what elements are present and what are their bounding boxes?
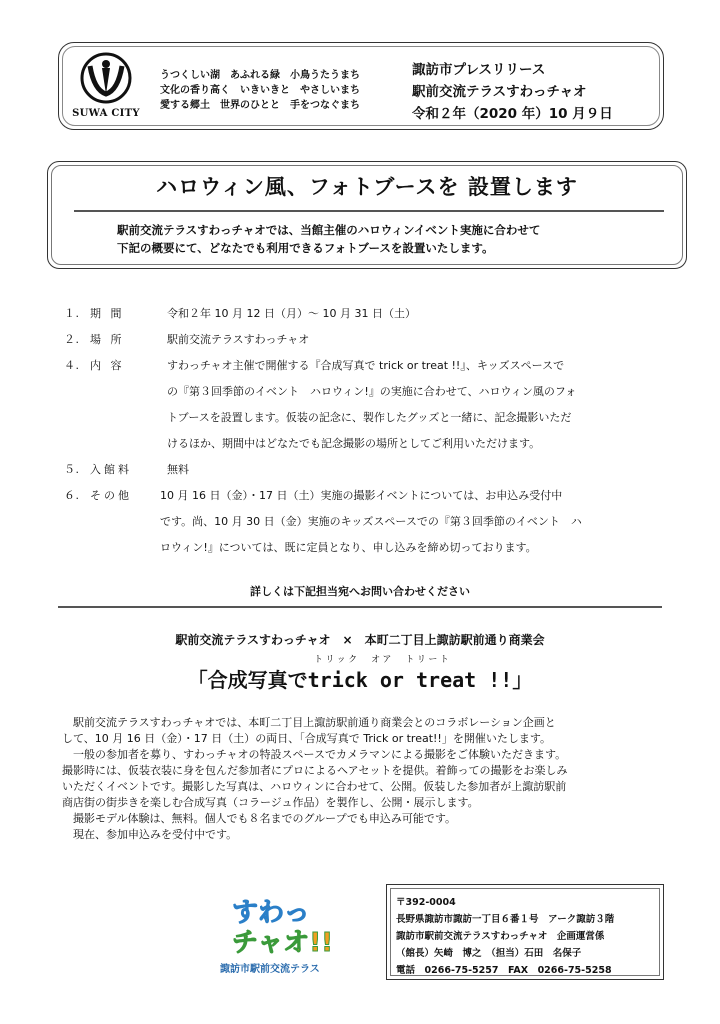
item-value: 令和２年 10 月 12 日（月）～ 10 月 31 日（土） bbox=[167, 307, 416, 320]
event-body-line: 一般の参加者を募り、すわっチャオの特設スペースでカメラマンによる撮影をご体験いただきます。 bbox=[62, 748, 567, 761]
item-number: ５. bbox=[64, 463, 80, 476]
event-body-line: 商店街の街歩きを楽しむ合成写真（コラージュ作品）を製作し、公開・展示します。 bbox=[62, 796, 479, 809]
item-value-line: トブースを設置します。仮装の記念に、製作したグッズと一緒に、記念撮影いただ bbox=[167, 411, 572, 424]
item-value-line: の『第３回季節のイベント ハロウィン!』の実施に合わせて、ハロウィン風のフォ bbox=[167, 385, 577, 398]
address-phone: 電話 0266-75-5257 FAX 0266-75-5258 bbox=[396, 965, 612, 976]
event-title-english: trick or treat !! bbox=[307, 668, 513, 692]
event-body-line: 駅前交流テラスすわっチャオでは、本町二丁目上諏訪駅前通り商業会とのコラボレーション企画と bbox=[62, 716, 556, 729]
logo-subtitle: 諏訪市駅前交流テラス bbox=[220, 964, 320, 975]
item-value: 駅前交流テラスすわっチャオ bbox=[167, 333, 310, 346]
address-postal: 〒392-0004 bbox=[396, 897, 456, 908]
title-rule bbox=[74, 210, 664, 212]
section-divider bbox=[58, 606, 662, 608]
item-label: 内 容 bbox=[90, 359, 125, 372]
item-value-line: です。尚、10 月 30 日（金）実施のキッズスペースでの『第３回季節のイベント ハ bbox=[160, 515, 582, 528]
address-department: 諏訪市駅前交流テラスすわっチャオ 企画運営係 bbox=[396, 931, 605, 942]
address-contacts: （館長）矢崎 博之 （担当）石田 名保子 bbox=[396, 948, 582, 959]
event-body-line: 撮影モデル体験は、無料。個人でも８名までのグループでも申込み可能です。 bbox=[62, 812, 457, 825]
press-release-label: 諏訪市プレスリリース bbox=[412, 62, 546, 78]
item-label: 入館料 bbox=[90, 463, 132, 476]
item-label: 場 所 bbox=[90, 333, 125, 346]
lead-line-1: 駅前交流テラスすわっチャオでは、当館主催のハロウィンイベント実施に合わせて bbox=[117, 223, 541, 237]
event-body-line: 現在、参加申込みを受付中です。 bbox=[62, 828, 238, 841]
contact-heading: 詳しくは下記担当宛へお問い合わせください bbox=[250, 585, 470, 598]
event-title-close: 」 bbox=[512, 668, 533, 692]
event-body-line: 撮影時には、仮装衣装に身を包んだ参加者にプロによるヘアセットを提供。着飾っての撮影をお楽しみ bbox=[62, 764, 568, 777]
title-ruby: トリック オア トリート bbox=[314, 655, 452, 665]
item-label: 期 間 bbox=[90, 307, 125, 320]
item-value-line: けるほか、期間中はどなたでも記念撮影の場所としてご利用いただけます。 bbox=[167, 437, 541, 450]
item-number: １. bbox=[64, 307, 80, 320]
suwa-city-logo bbox=[72, 50, 140, 122]
slogan-line-2: 文化の香り高く いきいきと やさしいまち bbox=[160, 85, 360, 96]
item-value-line: 10 月 16 日（金）・17 日（土）実施の撮影イベントについては、お申込み受付中 bbox=[160, 489, 563, 502]
collab-heading: 駅前交流テラスすわっチャオ × 本町二丁目上諏訪駅前通り商業会 bbox=[175, 633, 545, 647]
logo-text: SUWA CITY bbox=[72, 108, 140, 119]
event-body-line: いただくイベントです。撮影した写真は、ハロウィンに合わせて、公開。仮装した参加者が上諏訪駅前 bbox=[62, 780, 567, 793]
item-label: その他 bbox=[90, 489, 132, 502]
address-street: 長野県諏訪市諏訪一丁目６番１号 アーク諏訪３階 bbox=[396, 914, 615, 925]
suwacchao-logo bbox=[212, 890, 360, 980]
item-number: ２. bbox=[64, 333, 80, 346]
logo-line-1: すわっ bbox=[232, 898, 310, 928]
event-body-line: して、10 月 16 日（金）・17 日（土）の両日、「合成写真で Trick or treat!!」を開催いたします。 bbox=[62, 732, 551, 745]
slogan-line-3: 愛する郷土 世界のひとと 手をつなぐまち bbox=[160, 100, 360, 111]
event-title bbox=[0, 664, 720, 693]
item-number: ６. bbox=[64, 489, 80, 502]
page-title: ハロウィン風、フォトブースを 設置します bbox=[156, 175, 578, 199]
lead-line-2: 下記の概要にて、どなたでも利用できるフォトブースを設置いたします。 bbox=[117, 241, 494, 255]
press-date: 令和２年（2020 年）10 月９日 bbox=[412, 106, 613, 122]
event-title-open: 「合成写真で bbox=[187, 668, 308, 692]
slogan-line-1: うつくしい湖 あふれる緑 小鳥うたうまち bbox=[160, 70, 360, 81]
press-facility-name: 駅前交流テラスすわっチャオ bbox=[412, 84, 587, 100]
item-number: ４. bbox=[64, 359, 80, 372]
item-value: 無料 bbox=[167, 463, 189, 476]
item-value-line: ロウィン!』については、既に定員となり、申し込みを締め切っております。 bbox=[160, 541, 537, 554]
logo-line-2: チャオ!! bbox=[232, 928, 333, 958]
item-value-line: すわっチャオ主催で開催する『合成写真で trick or treat !!』、キッズスペースで bbox=[167, 359, 565, 372]
